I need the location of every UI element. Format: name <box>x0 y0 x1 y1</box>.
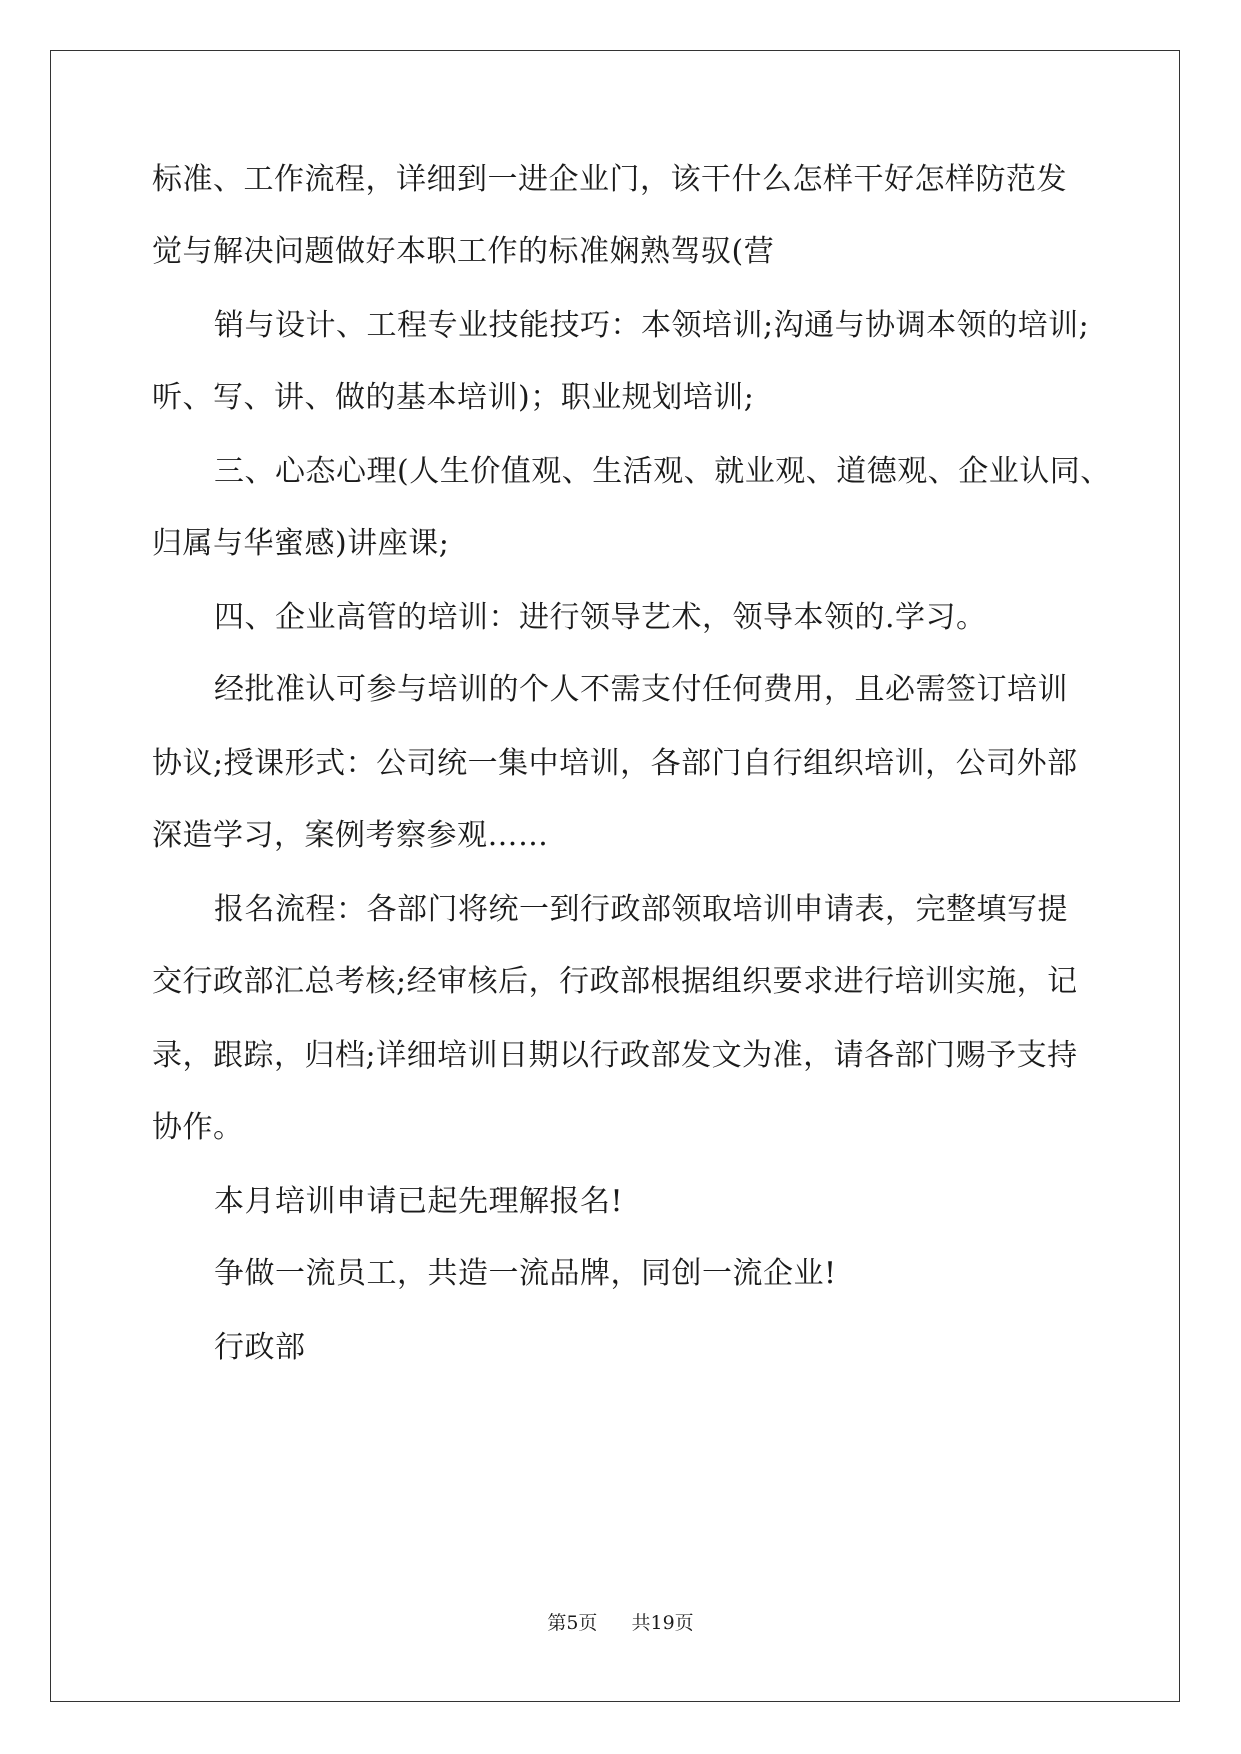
text-line: 本月培训申请已起先理解报名! <box>214 1184 624 1219</box>
text-line: 报名流程：各部门将统一到行政部领取培训申请表，完整填写提 <box>214 892 1068 927</box>
text-line: 听、写、讲、做的基本培训)；职业规划培训; <box>152 380 755 415</box>
text-line: 协议;授课形式：公司统一集中培训，各部门自行组织培训，公司外部 <box>152 746 1078 781</box>
text-line: 交行政部汇总考核;经审核后，行政部根据组织要求进行培训实施，记 <box>152 964 1078 999</box>
text-line: 标准、工作流程，详细到一进企业门，该干什么怎样干好怎样防范发 <box>152 162 1067 197</box>
page-frame <box>50 50 1180 1702</box>
text-line: 经批准认可参与培训的个人不需支付任何费用，且必需签订培训 <box>214 672 1068 707</box>
text-line: 归属与华蜜感)讲座课; <box>152 526 450 561</box>
text-line: 销与设计、工程专业技能技巧：本领培训;沟通与协调本领的培训; <box>214 308 1090 343</box>
text-line: 协作。 <box>152 1110 244 1145</box>
text-line: 录，跟踪，归档;详细培训日期以行政部发文为准，请各部门赐予支持 <box>152 1038 1078 1073</box>
text-line: 三、心态心理(人生价值观、生活观、就业观、道德观、企业认同、 <box>214 454 1111 489</box>
page-number: 第5页 <box>547 1612 598 1634</box>
text-line: 觉与解决问题做好本职工作的标准娴熟驾驭(营 <box>152 234 775 269</box>
text-line: 争做一流员工，共造一流品牌，同创一流企业! <box>214 1256 837 1291</box>
text-line: 行政部 <box>214 1330 306 1365</box>
page-footer <box>0 1608 1241 1635</box>
text-line: 深造学习，案例考察参观…… <box>152 818 549 853</box>
text-line: 四、企业高管的培训：进行领导艺术，领导本领的.学习。 <box>214 600 987 635</box>
total-pages: 共19页 <box>631 1612 694 1634</box>
